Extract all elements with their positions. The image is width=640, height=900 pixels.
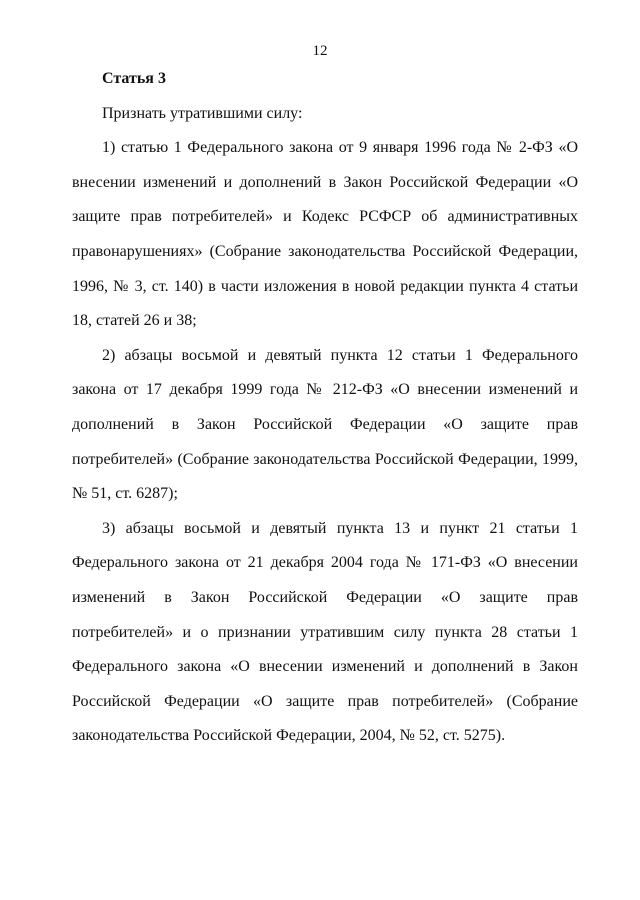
article-item-2: 2) абзацы восьмой и девятый пункта 12 статьи 1 Федерального закона от 17 декабря 1999 года № 212-ФЗ «О внесении изменений и дополнений в Закон Российской Федерации «О защите прав потребителей» (Собрание законодательства Российской Федерации, 1999, № 51, ст. 6287);: [72, 346, 578, 503]
article-item-1: 1) статью 1 Федерального закона от 9 января 1996 года № 2-ФЗ «О внесении изменений и дополнений в Закон Российской Федерации «О защите прав потребителей» и Кодекс РСФСР об административных правонарушениях» (Собрание законодательства Российской Федерации, 1996, № 3, ст. 140) в части изложения в новой редакции пункта 4 статьи 18, статей 26 и 38;: [72, 139, 578, 330]
article-intro: Признать утратившими силу:: [102, 104, 303, 122]
article-item-3: 3) абзацы восьмой и девятый пункта 13 и пункт 21 статьи 1 Федерального закона от 21 декабря 2004 года № 171-ФЗ «О внесении изменений в Закон Российской Федерации «О защите прав потребителей» и о признании утратившим силу пункта 28 статьи 1 Федерального закона «О внесении изменений и дополнений в Закон Российской Федерации «О защите прав потребителей» (Собрание законодательства Российской Федерации, 2004, № 52, ст. 5275).: [72, 519, 578, 745]
article-title: Статья 3: [102, 70, 166, 87]
page-number: 12: [312, 43, 328, 59]
article-body: [72, 62, 578, 754]
